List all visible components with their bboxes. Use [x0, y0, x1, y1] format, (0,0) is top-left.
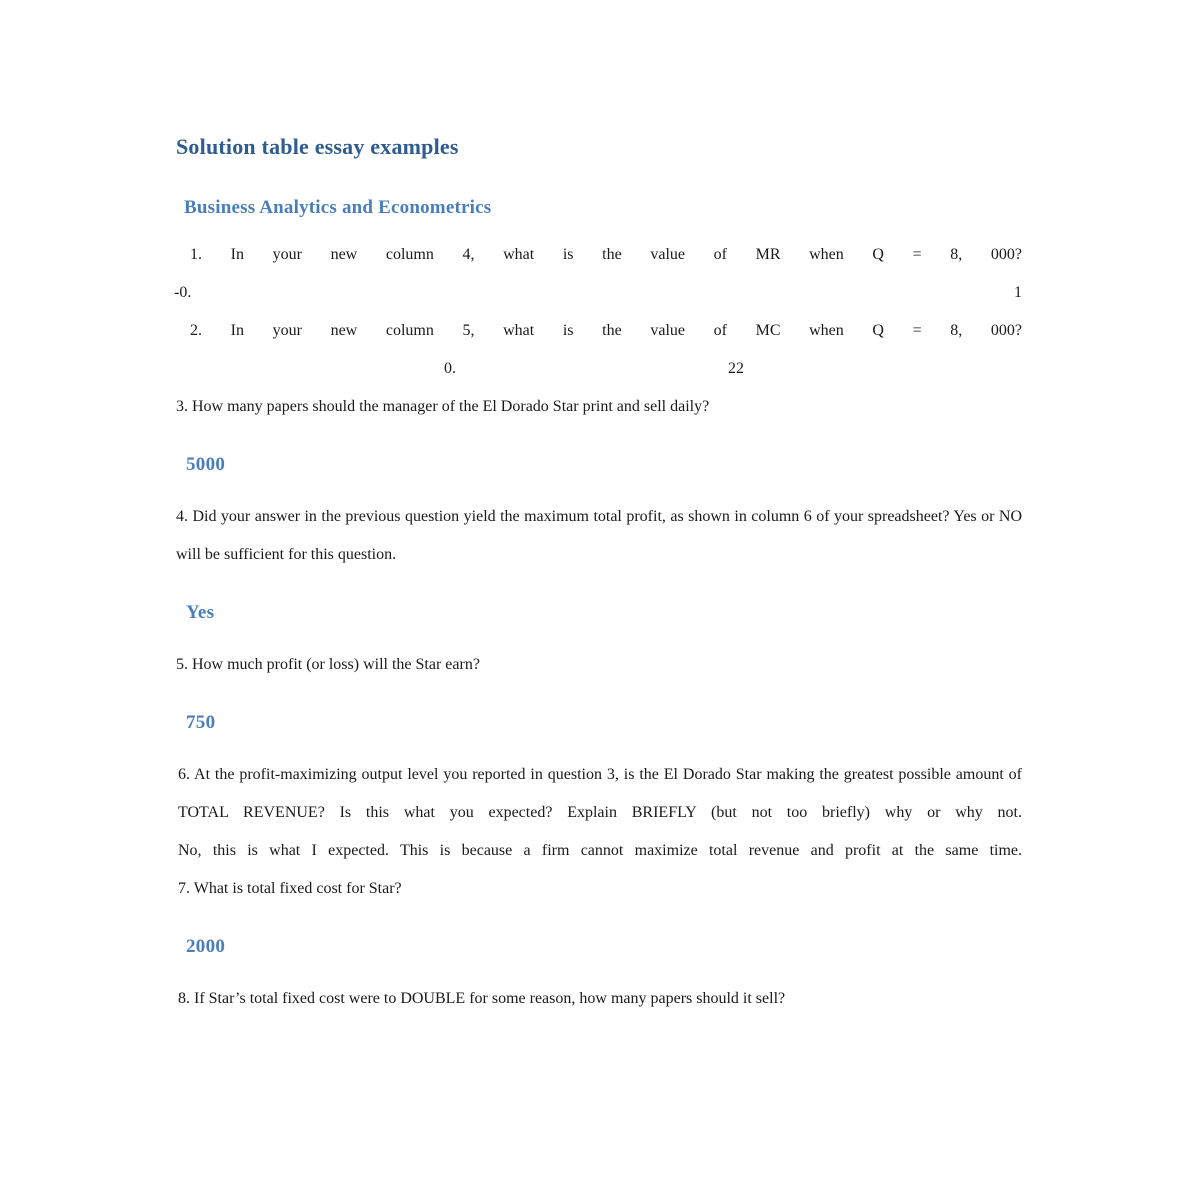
answer-4: Yes — [186, 602, 215, 623]
question-number-2: 2. — [190, 322, 202, 339]
answer-part-1b: 1 — [1014, 284, 1022, 301]
spacer — [174, 684, 1022, 704]
question-block-7 — [174, 870, 1022, 980]
spacer — [174, 222, 1022, 236]
question-body-7: What is total fixed cost for Star? — [193, 880, 402, 897]
answer-line-1 — [174, 274, 1022, 312]
question-body-1: In your new column 4, what is the value of MR when Q = 8, 000? — [230, 246, 1022, 263]
question-text-5 — [174, 646, 1022, 684]
question-block-3 — [174, 388, 1022, 498]
question-body-8: If Star’s total fixed cost were to DOUBLE for some reason, how many papers should it sell? — [194, 990, 786, 1007]
question-body-6: At the profit-maximizing output level you reported in question 3, is the El Dorado Star making the greatest possible amount of TOTAL REVENUE? Is this what you expected? Explain BRIEFLY (but not too briefly) why or why not. — [178, 766, 1022, 821]
question-text-7 — [174, 870, 1022, 908]
spacer — [174, 966, 1022, 980]
section-subtitle: Business Analytics and Econometrics — [184, 197, 492, 218]
question-text-8 — [174, 980, 1022, 1018]
question-text-1 — [174, 236, 1022, 274]
question-block-6 — [174, 756, 1022, 870]
question-block-1 — [174, 236, 1022, 312]
question-body-3: How many papers should the manager of the El Dorado Star print and sell daily? — [192, 398, 710, 415]
spacer — [174, 632, 1022, 646]
question-block-8 — [174, 980, 1022, 1018]
answer-line-2 — [174, 350, 1022, 388]
question-block-2 — [174, 312, 1022, 388]
answer-part-2b: 22 — [728, 360, 744, 377]
question-number-7: 7. — [178, 880, 190, 897]
question-number-6: 6. — [178, 766, 190, 783]
answer-7: 2000 — [186, 936, 226, 957]
question-body-4: Did your answer in the previous question yield the maximum total profit, as shown in column 6 of your spreadsheet? Yes or NO will be sufficient for this question. — [176, 508, 1023, 563]
spacer — [174, 426, 1022, 446]
question-text-3 — [174, 388, 1022, 426]
page-title: Solution table essay examples — [176, 134, 459, 159]
question-number-5: 5. — [176, 656, 188, 673]
question-number-3: 3. — [176, 398, 188, 415]
answer-part-1a: -0. — [174, 284, 192, 301]
answer-part-2a: 0. — [444, 360, 456, 377]
question-text-6 — [174, 756, 1022, 832]
answer-6: No, this is what I expected. This is because a firm cannot maximize total revenue and profit at the same time. — [178, 842, 1022, 859]
spacer — [174, 742, 1022, 756]
document-content — [174, 132, 1022, 1018]
question-body-2: In your new column 5, what is the value of MC when Q = 8, 000? — [230, 322, 1022, 339]
question-text-2 — [174, 312, 1022, 350]
question-number-4: 4. — [176, 508, 188, 525]
question-block-4 — [174, 498, 1022, 646]
answer-3: 5000 — [186, 454, 226, 475]
question-number-8: 8. — [178, 990, 190, 1007]
question-number-1: 1. — [190, 246, 202, 263]
spacer — [174, 908, 1022, 928]
question-body-5: How much profit (or loss) will the Star earn? — [192, 656, 480, 673]
question-block-5 — [174, 646, 1022, 756]
question-text-4 — [174, 498, 1022, 574]
spacer — [174, 574, 1022, 594]
answer-5: 750 — [186, 712, 216, 733]
spacer — [174, 484, 1022, 498]
